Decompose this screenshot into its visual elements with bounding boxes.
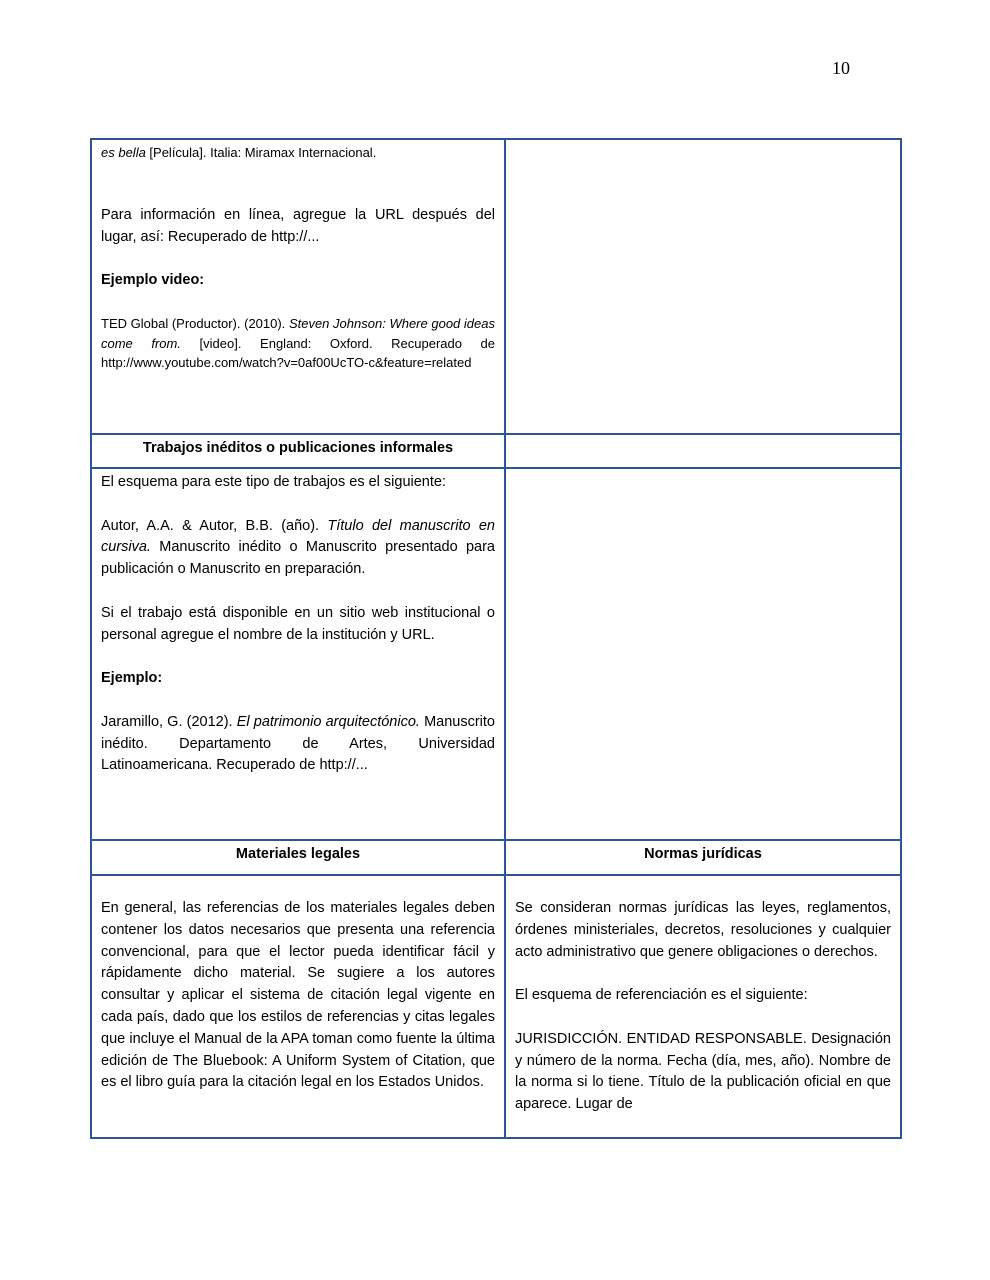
web-availability-note: Si el trabajo está disponible en un sitio web institucional o personal agregue el nombre de la institución y URL.: [101, 604, 495, 643]
cell-legal-norms: [505, 875, 901, 1138]
schema-format: Autor, A.A. & Autor, B.B. (año). Título del manuscrito en cursiva. Manuscrito inédito o Manuscrito presentado para publicación o Manuscrito en preparación.: [101, 517, 495, 578]
table-row: [91, 875, 901, 1138]
schema-intro: El esquema para este tipo de trabajos es el siguiente:: [101, 474, 446, 490]
section-heading-legal-norms: Normas jurídicas: [505, 840, 901, 875]
empty-cell: [505, 468, 901, 840]
section-heading-unpublished: Trabajos inéditos o publicaciones informales: [91, 434, 505, 468]
video-example-label: Ejemplo video:: [101, 272, 205, 289]
film-reference-tail: es bella [Película]. Italia: Miramax Internacional.: [101, 145, 377, 160]
table-row: [91, 840, 901, 875]
empty-cell: [505, 434, 901, 468]
legal-norms-schema: JURISDICCIÓN. ENTIDAD RESPONSABLE. Designación y número de la norma. Fecha (día, mes, año). Nombre de la norma si lo tiene. Título de la publicación oficial en que aparece. Lugar de: [515, 1030, 891, 1113]
reference-table: [90, 138, 902, 1139]
cell-video-references: [91, 139, 505, 434]
section-heading-legal-materials: Materiales legales: [91, 840, 505, 875]
legal-norms-schema-intro: El esquema de referenciación es el siguiente:: [515, 987, 808, 1004]
online-info-paragraph: Para información en línea, agregue la URL después del lugar, así: Recuperado de http://...: [101, 206, 495, 245]
table-row: [91, 468, 901, 840]
page-number: 10: [832, 58, 850, 78]
table-row: [91, 434, 901, 468]
cell-legal-materials: [91, 875, 505, 1138]
cell-unpublished-works: [91, 468, 505, 840]
legal-norms-definition: Se consideran normas jurídicas las leyes, reglamentos, órdenes ministeriales, decretos, resoluciones y cualquier acto administrativo que genere obligaciones o derechos.: [515, 900, 891, 960]
table-row: [91, 139, 901, 434]
empty-cell: [505, 139, 901, 434]
example-reference: Jaramillo, G. (2012). El patrimonio arquitectónico. Manuscrito inédito. Departamento de Artes, Universidad Latinoamericana. Recuperado de http://...: [101, 713, 495, 774]
video-example-reference: TED Global (Productor). (2010). Steven Johnson: Where good ideas come from. [video]. England: Oxford. Recuperado de http://www.youtube.com/watch?v=0af00UcTO-c&feature=related: [101, 315, 495, 371]
example-label: Ejemplo:: [101, 670, 163, 687]
legal-materials-paragraph: En general, las referencias de los materiales legales deben contener los datos necesarios que presenta una referencia convencional, para que el lector pueda identificar fácil y rápidamente dicho material. Se sugiere a los autores consultar y aplicar el sistema de citación legal vigente en cada país, dado que los estilos de referencias y citas legales que incluye el Manual de la APA toman como fuente la última edición de The Bluebook: A Uniform System of Citation, que es el libro guía para la citación legal en los Estados Unidos.: [101, 900, 495, 1091]
